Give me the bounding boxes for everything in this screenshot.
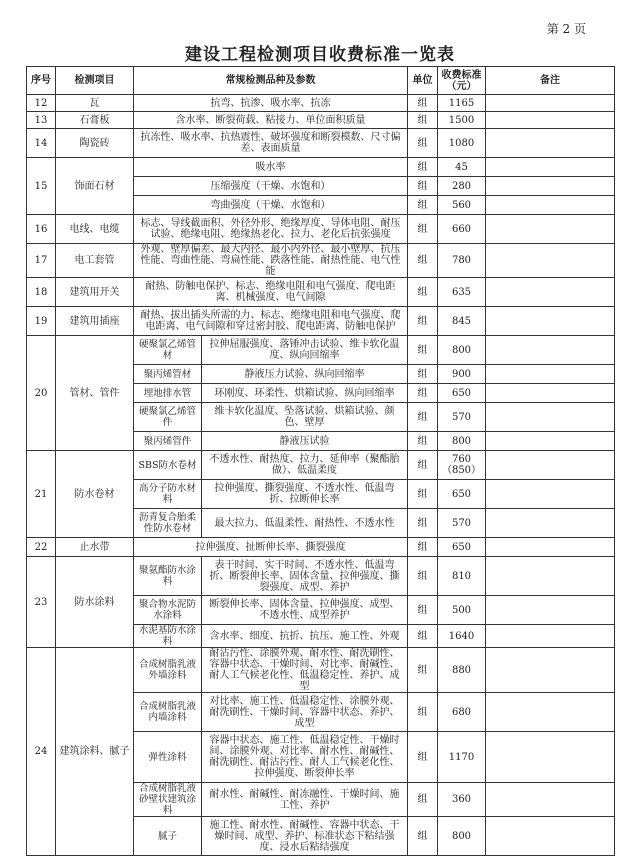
row-remark [486,783,615,817]
header-item: 检测项目 [56,67,134,95]
table-row [27,112,615,129]
row-remark [486,648,615,693]
row-sub-item: 聚丙烯管材 [134,365,202,384]
row-item: 石膏板 [56,112,134,129]
row-no: 21 [27,451,56,538]
row-fee: 650 [438,384,486,403]
row-unit: 组 [408,625,438,648]
row-params: 弯曲强度（干燥、水饱和） [134,196,408,215]
row-params: 耐热、防触电保护、标志、绝缘电阻和电气强度、爬电距离、机械强度、电气间隙 [134,278,408,307]
row-fee: 650 [438,480,486,509]
row-item: 建筑涂料、腻子 [56,648,134,856]
row-fee: 1165 [438,95,486,112]
row-unit: 组 [408,307,438,336]
row-fee: 570 [438,509,486,538]
row-item: 管材、管件 [56,336,134,451]
row-item: 防水卷材 [56,451,134,538]
header-remark: 备注 [486,67,615,95]
row-params: 容器中状态、施工性、低温稳定性、干燥时间、涂膜外观、对比率、耐水性、耐碱性、耐洗刷性、耐沾污性、耐人工气候老化性、拉伸强度、断裂伸长率 [202,732,408,783]
row-remark [486,557,615,596]
row-params: 标志、导线截面积、外径外形、绝缘厚度、导体电阻、耐压试验、绝缘电阻、绝缘热老化、拉力、老化后抗张强度 [134,215,408,244]
row-params: 不透水性、耐热度、拉力、延伸率（聚酯胎做）、低温柔度 [202,451,408,480]
row-sub-item: 硬聚氯乙烯管件 [134,403,202,432]
row-params: 耐沾污性、涂膜外观、耐水性、耐洗刷性、容器中状态、干燥时间、对比率、耐碱性、耐人工气候老化性、低温稳定性、养护、成型 [202,648,408,693]
row-fee: 680 [438,693,486,732]
row-params: 抗冻性、吸水率、抗热震性、破坏强度和断裂模数、尺寸偏差、表面质量 [134,129,408,158]
row-remark [486,365,615,384]
row-sub-item: 弹性涂料 [134,732,202,783]
row-sub-item: 合成树脂乳液砂壁状建筑涂料 [134,783,202,817]
row-unit: 组 [408,432,438,451]
row-remark [486,112,615,129]
row-no: 16 [27,215,56,244]
row-sub-item: 合成树脂乳液内墙涂料 [134,693,202,732]
table-row [27,648,615,693]
row-sub-item: 腻子 [134,817,202,856]
row-unit: 组 [408,196,438,215]
table-row [27,451,615,480]
row-remark [486,596,615,625]
row-item: 建筑用插座 [56,307,134,336]
table-row [27,244,615,278]
row-fee: 560 [438,196,486,215]
row-sub-item: 聚合物水泥防水涂料 [134,596,202,625]
row-fee: 800 [438,336,486,365]
row-fee: 1170 [438,732,486,783]
row-fee: 660 [438,215,486,244]
row-fee: 500 [438,596,486,625]
row-remark [486,432,615,451]
header-no: 序号 [27,67,56,95]
row-unit: 组 [408,557,438,596]
row-sub-item: 高分子防水材料 [134,480,202,509]
row-fee: 570 [438,403,486,432]
row-remark [486,307,615,336]
row-no: 15 [27,158,56,215]
row-no: 17 [27,244,56,278]
row-params: 压缩强度（干燥、水饱和） [134,177,408,196]
row-unit: 组 [408,215,438,244]
row-params: 含水率、细度、抗折、抗压、施工性、外观 [202,625,408,648]
row-unit: 组 [408,384,438,403]
row-remark [486,336,615,365]
row-params: 对比率、施工性、低温稳定性、涂膜外观、耐洗刷性、干燥时间、容器中状态、养护、成型 [202,693,408,732]
row-unit: 组 [408,648,438,693]
row-params: 环刚度、环柔性、烘箱试验、纵向回缩率 [202,384,408,403]
row-sub-item: 沥青复合胎柔性防水卷材 [134,509,202,538]
row-sub-item: 聚丙烯管件 [134,432,202,451]
row-no: 12 [27,95,56,112]
row-unit: 组 [408,278,438,307]
row-unit: 组 [408,509,438,538]
header-unit: 单位 [408,67,438,95]
row-sub-item: 合成树脂乳液外墙涂料 [134,648,202,693]
row-params: 最大拉力、低温柔性、耐热性、不透水性 [202,509,408,538]
row-remark [486,403,615,432]
row-sub-item: SBS防水卷材 [134,451,202,480]
fee-table [26,66,615,856]
row-params: 抗弯、抗渗、吸水率、抗冻 [134,95,408,112]
table-row [27,538,615,557]
table-row [27,336,615,365]
row-remark [486,509,615,538]
row-item: 瓦 [56,95,134,112]
row-remark [486,538,615,557]
row-params: 耐热、拔出插头所需的力、标志、绝缘电阻和电气强度、爬电距离、电气间隙和穿过密封胶、爬电距离、防触电保护 [134,307,408,336]
row-fee: 800 [438,817,486,856]
row-params: 拉伸强度、撕裂强度、不透水性、低温弯折、拉断伸长率 [202,480,408,509]
row-item: 建筑用开关 [56,278,134,307]
row-remark [486,278,615,307]
row-fee: 280 [438,177,486,196]
row-fee: 800 [438,432,486,451]
row-params: 吸水率 [134,158,408,177]
row-item: 电工套管 [56,244,134,278]
row-unit: 组 [408,693,438,732]
row-params: 外观、壁厚偏差、最大内径、最小内外径、最小壁厚、抗压性能、弯曲性能、弯扁性能、跌落性能、耐热性能、电气性能 [134,244,408,278]
row-fee: 810 [438,557,486,596]
row-remark [486,625,615,648]
row-fee: 635 [438,278,486,307]
row-no: 18 [27,278,56,307]
row-params: 维卡软化温度、坠落试验、烘箱试验、颜色、壁厚 [202,403,408,432]
row-fee: 900 [438,365,486,384]
row-fee: 650 [438,538,486,557]
row-no: 24 [27,648,56,856]
row-remark [486,196,615,215]
row-remark [486,244,615,278]
row-unit: 组 [408,403,438,432]
row-unit: 组 [408,336,438,365]
row-no: 22 [27,538,56,557]
row-fee: 780 [438,244,486,278]
row-no: 23 [27,557,56,648]
row-remark [486,177,615,196]
row-unit: 组 [408,365,438,384]
row-params: 静液压力试验、纵向回缩率 [202,365,408,384]
row-sub-item: 聚氨酯防水涂料 [134,557,202,596]
row-item: 止水带 [56,538,134,557]
row-fee: 880 [438,648,486,693]
page-title: 建设工程检测项目收费标准一览表 [185,45,455,65]
row-remark [486,480,615,509]
row-remark [486,215,615,244]
table-row [27,307,615,336]
row-params: 耐水性、耐碱性、耐冻融性、干燥时间、施工性、养护 [202,783,408,817]
row-unit: 组 [408,732,438,783]
row-params: 拉伸强度、扯断伸长率、撕裂强度 [134,538,408,557]
row-fee: 760（850） [438,451,486,480]
row-params: 表干时间、实干时间、不透水性、低温弯折、断裂伸长率、固体含量、拉伸强度、撕裂强度、成型、养护 [202,557,408,596]
row-sub-item: 硬聚氯乙烯管材 [134,336,202,365]
row-unit: 组 [408,596,438,625]
row-params: 施工性、耐水性、耐碱性、容器中状态、干燥时间、成型、养护、标准状态下粘结强度、浸水后粘结强度 [202,817,408,856]
row-fee: 1500 [438,112,486,129]
row-remark [486,95,615,112]
table-row [27,129,615,158]
row-item: 陶瓷砖 [56,129,134,158]
row-no: 20 [27,336,56,451]
row-unit: 组 [408,244,438,278]
table-row [27,158,615,177]
row-fee: 45 [438,158,486,177]
row-fee: 1640 [438,625,486,648]
row-params: 含水率、断裂荷载、粘接力、单位面积质量 [134,112,408,129]
row-remark [486,732,615,783]
table-row [27,215,615,244]
row-remark [486,451,615,480]
row-unit: 组 [408,480,438,509]
row-unit: 组 [408,817,438,856]
row-item: 饰面石材 [56,158,134,215]
table-row [27,95,615,112]
row-fee: 1080 [438,129,486,158]
table-row [27,278,615,307]
row-remark [486,384,615,403]
row-remark [486,817,615,856]
row-fee: 360 [438,783,486,817]
header-fee: 收费标准（元） [438,67,486,95]
row-sub-item: 埋地排水管 [134,384,202,403]
row-no: 19 [27,307,56,336]
row-params: 拉伸屈服强度、落锤冲击试验、维卡软化温度、纵向回缩率 [202,336,408,365]
row-item: 电线、电缆 [56,215,134,244]
row-remark [486,693,615,732]
row-no: 14 [27,129,56,158]
row-sub-item: 水泥基防水涂料 [134,625,202,648]
row-params: 断裂伸长率、固体含量、拉伸强度、成型、不透水性、成型养护 [202,596,408,625]
row-unit: 组 [408,177,438,196]
row-remark [486,129,615,158]
row-unit: 组 [408,95,438,112]
row-unit: 组 [408,783,438,817]
row-params: 静液压试验 [202,432,408,451]
row-fee: 845 [438,307,486,336]
table-row [27,557,615,596]
row-unit: 组 [408,129,438,158]
row-unit: 组 [408,112,438,129]
row-unit: 组 [408,451,438,480]
row-unit: 组 [408,158,438,177]
row-unit: 组 [408,538,438,557]
page-number: 第 2 页 [546,22,586,36]
row-remark [486,158,615,177]
row-no: 13 [27,112,56,129]
table-header-row [27,67,615,95]
header-params: 常规检测品种及参数 [134,67,408,95]
row-item: 防水涂料 [56,557,134,648]
